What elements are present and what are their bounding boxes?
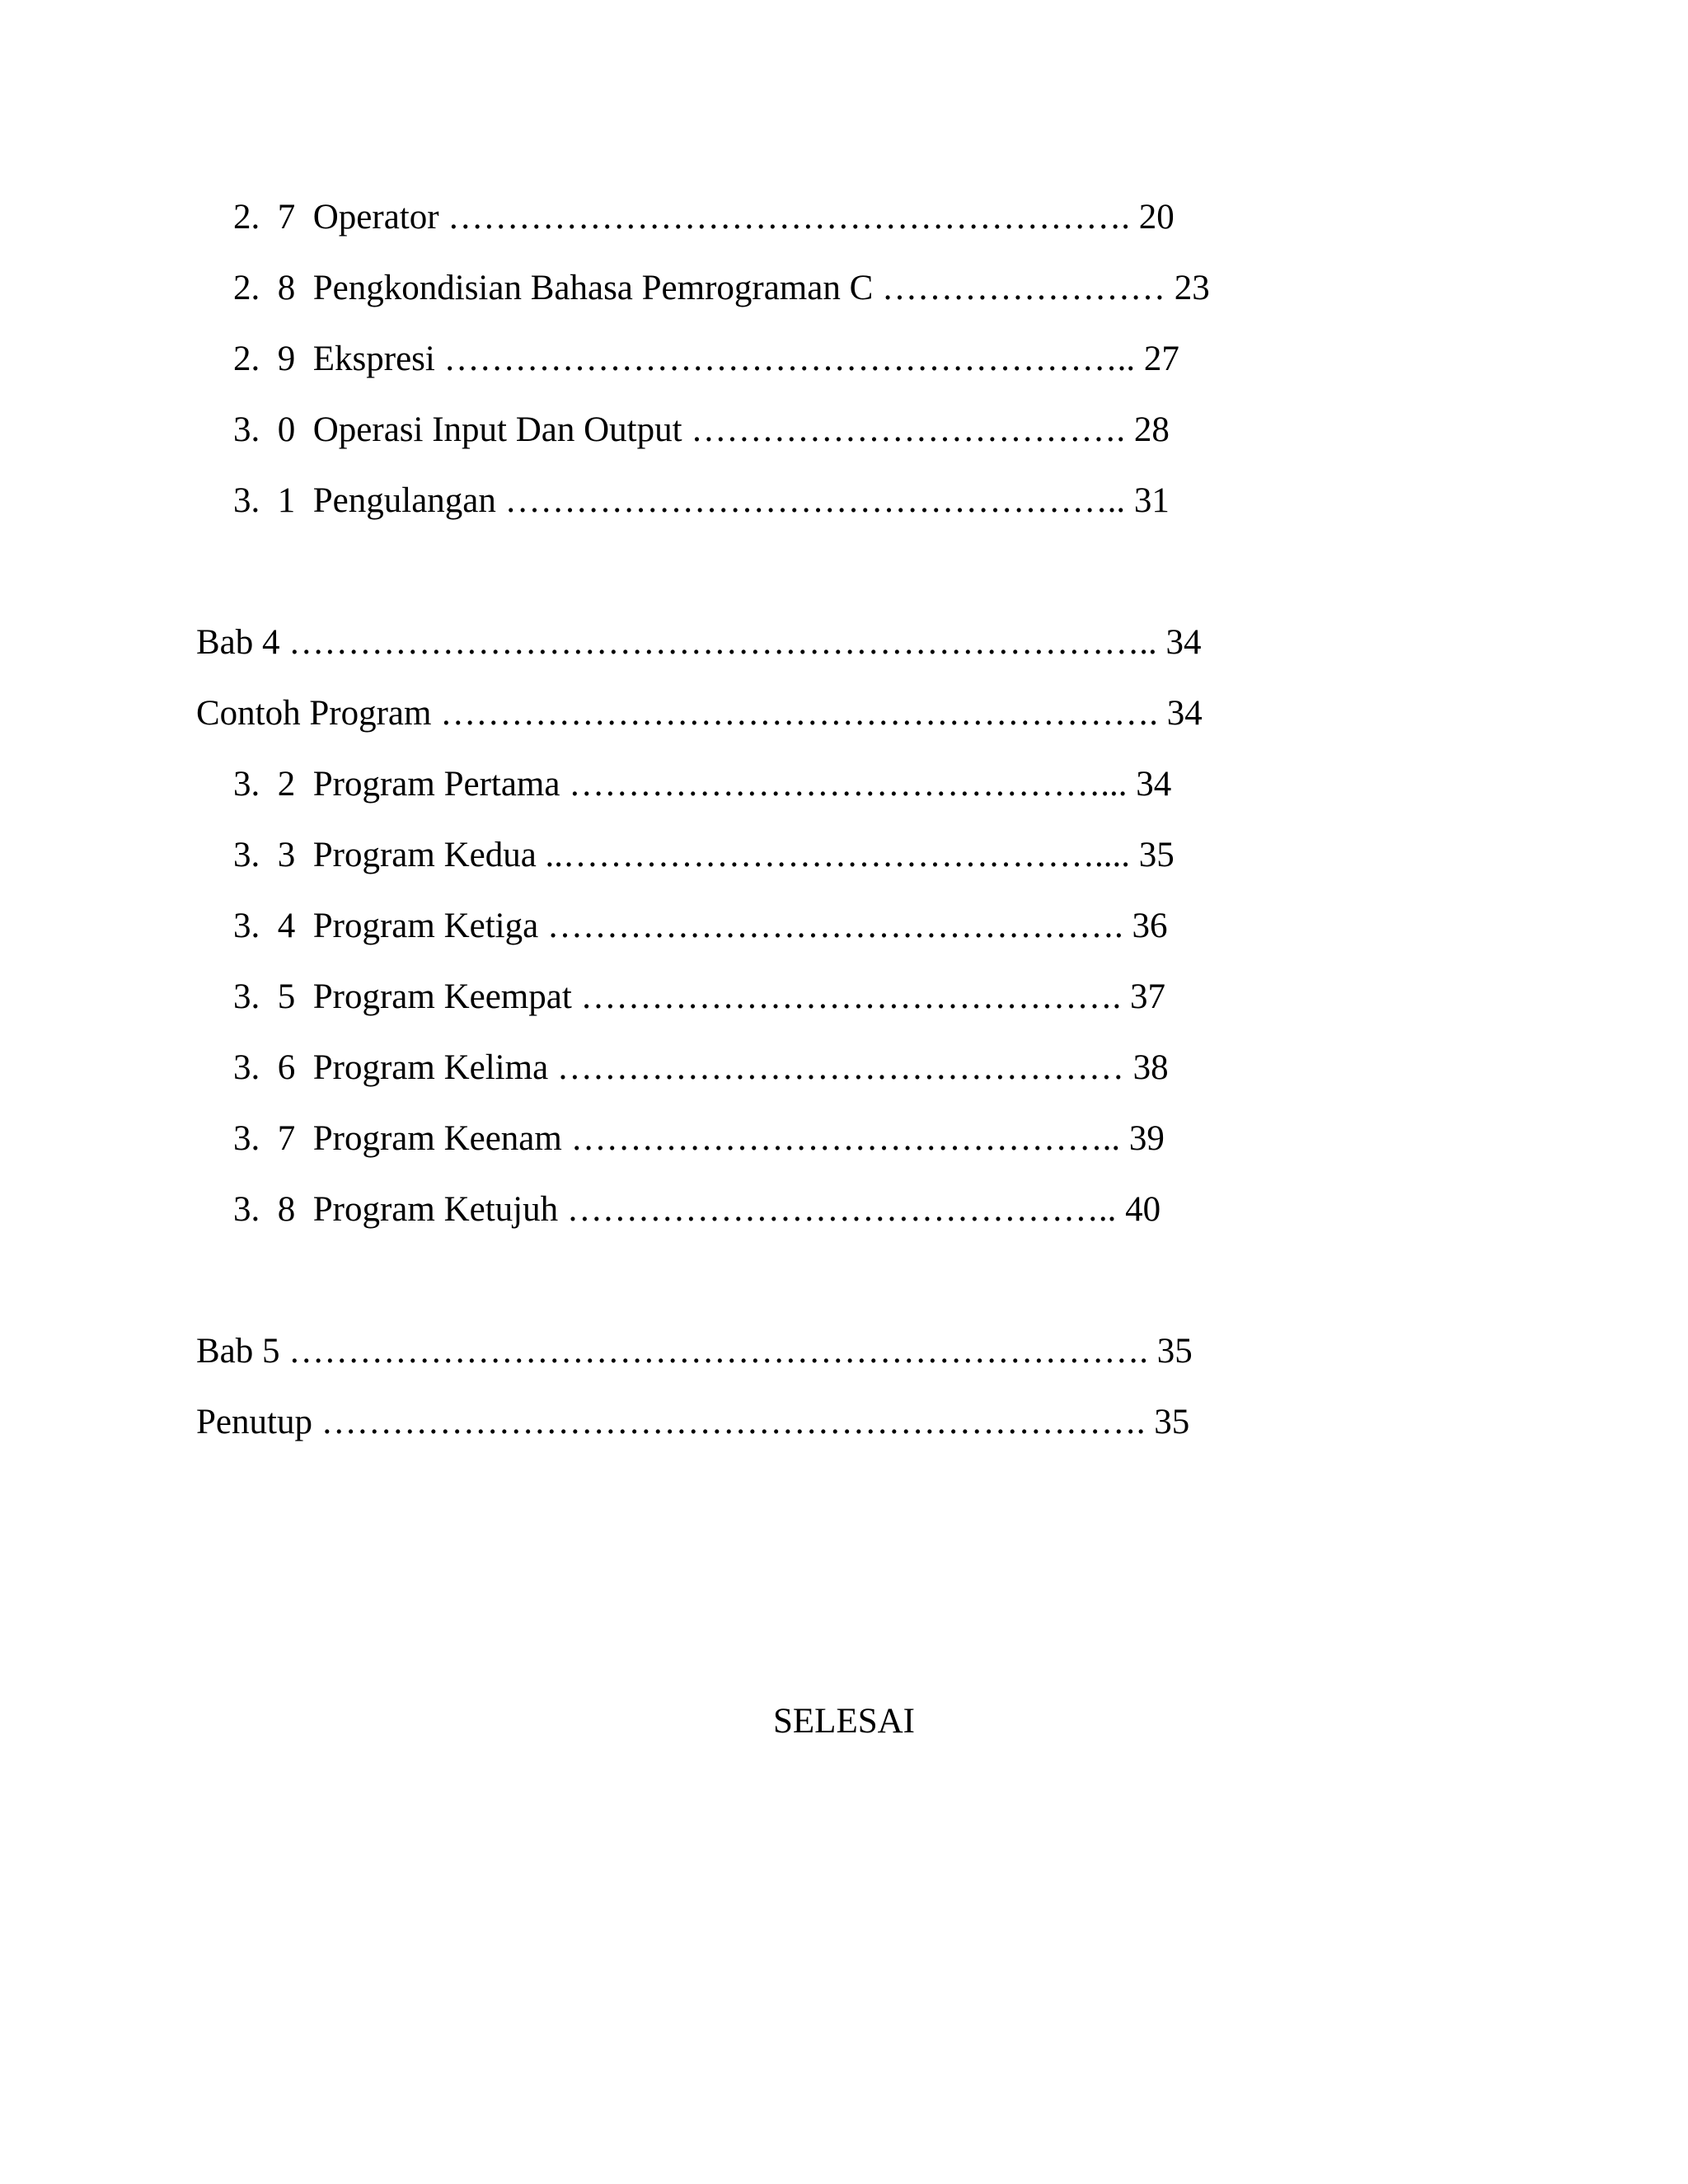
toc-entry-text: 3. 7 Program Keenam ……………………………………….. 39 [233,1119,1165,1158]
toc-entry-text: Bab 5 ………………………………………………………………. 35 [196,1332,1193,1371]
toc-entry-3-5 [233,976,1165,1019]
toc-entry-3-3 [233,834,1175,877]
toc-entry-3-4 [233,905,1167,948]
toc-entry-text: 3. 6 Program Kelima ………………………………………… 38 [233,1048,1169,1087]
toc-entry-text: 3. 5 Program Keempat ………………………………………. 37 [233,977,1166,1016]
toc-entry-3-0 [233,409,1170,452]
toc-entry-text: 3. 0 Operasi Input Dan Output ………………………………. 28 [233,410,1170,449]
toc-entry-text: Penutup ……………………………………………………………. 35 [196,1403,1190,1441]
toc-entry-text: 3. 4 Program Ketiga …………………………………………. 36 [233,907,1168,945]
toc-entry-bab-4 [196,621,1202,664]
closing-word: SELESAI [773,1702,915,1741]
toc-entry-3-7 [233,1118,1165,1160]
toc-entry-2-9 [233,338,1179,381]
toc-entry-text: 3. 8 Program Ketujuh ……………………………………….. 40 [233,1190,1161,1229]
toc-entry-3-6 [233,1047,1169,1090]
toc-entry-text: Bab 4 ……………………………………………………………….. 34 [196,623,1202,662]
toc-entry-penutup [196,1401,1189,1444]
toc-entry-3-8 [233,1188,1160,1231]
toc-entry-2-7 [233,196,1175,239]
toc-entry-text: 3. 2 Program Pertama ………………………………………... 34 [233,765,1172,804]
toc-entry-3-1 [233,480,1170,523]
toc-entry-text: 3. 1 Pengulangan …………………………………………….. 31 [233,481,1170,520]
toc-entry-2-8 [233,267,1210,310]
toc-entry-text: Contoh Program ……………………………………………………. 34 [196,694,1203,733]
toc-entry-text: 3. 3 Program Kedua ..……………………………………….... 35 [233,836,1175,874]
toc-entry-bab-5 [196,1330,1193,1373]
toc-entry-3-2 [233,763,1171,806]
toc-entry-text: 2. 7 Operator …………………………………………………. 20 [233,198,1175,237]
toc-entry-text: 2. 8 Pengkondisian Bahasa Pemrograman C …………………… 23 [233,269,1210,307]
toc-entry-text: 2. 9 Ekspresi ………………………………………………….. 27 [233,340,1179,378]
toc-entry-contoh-program [196,692,1203,735]
